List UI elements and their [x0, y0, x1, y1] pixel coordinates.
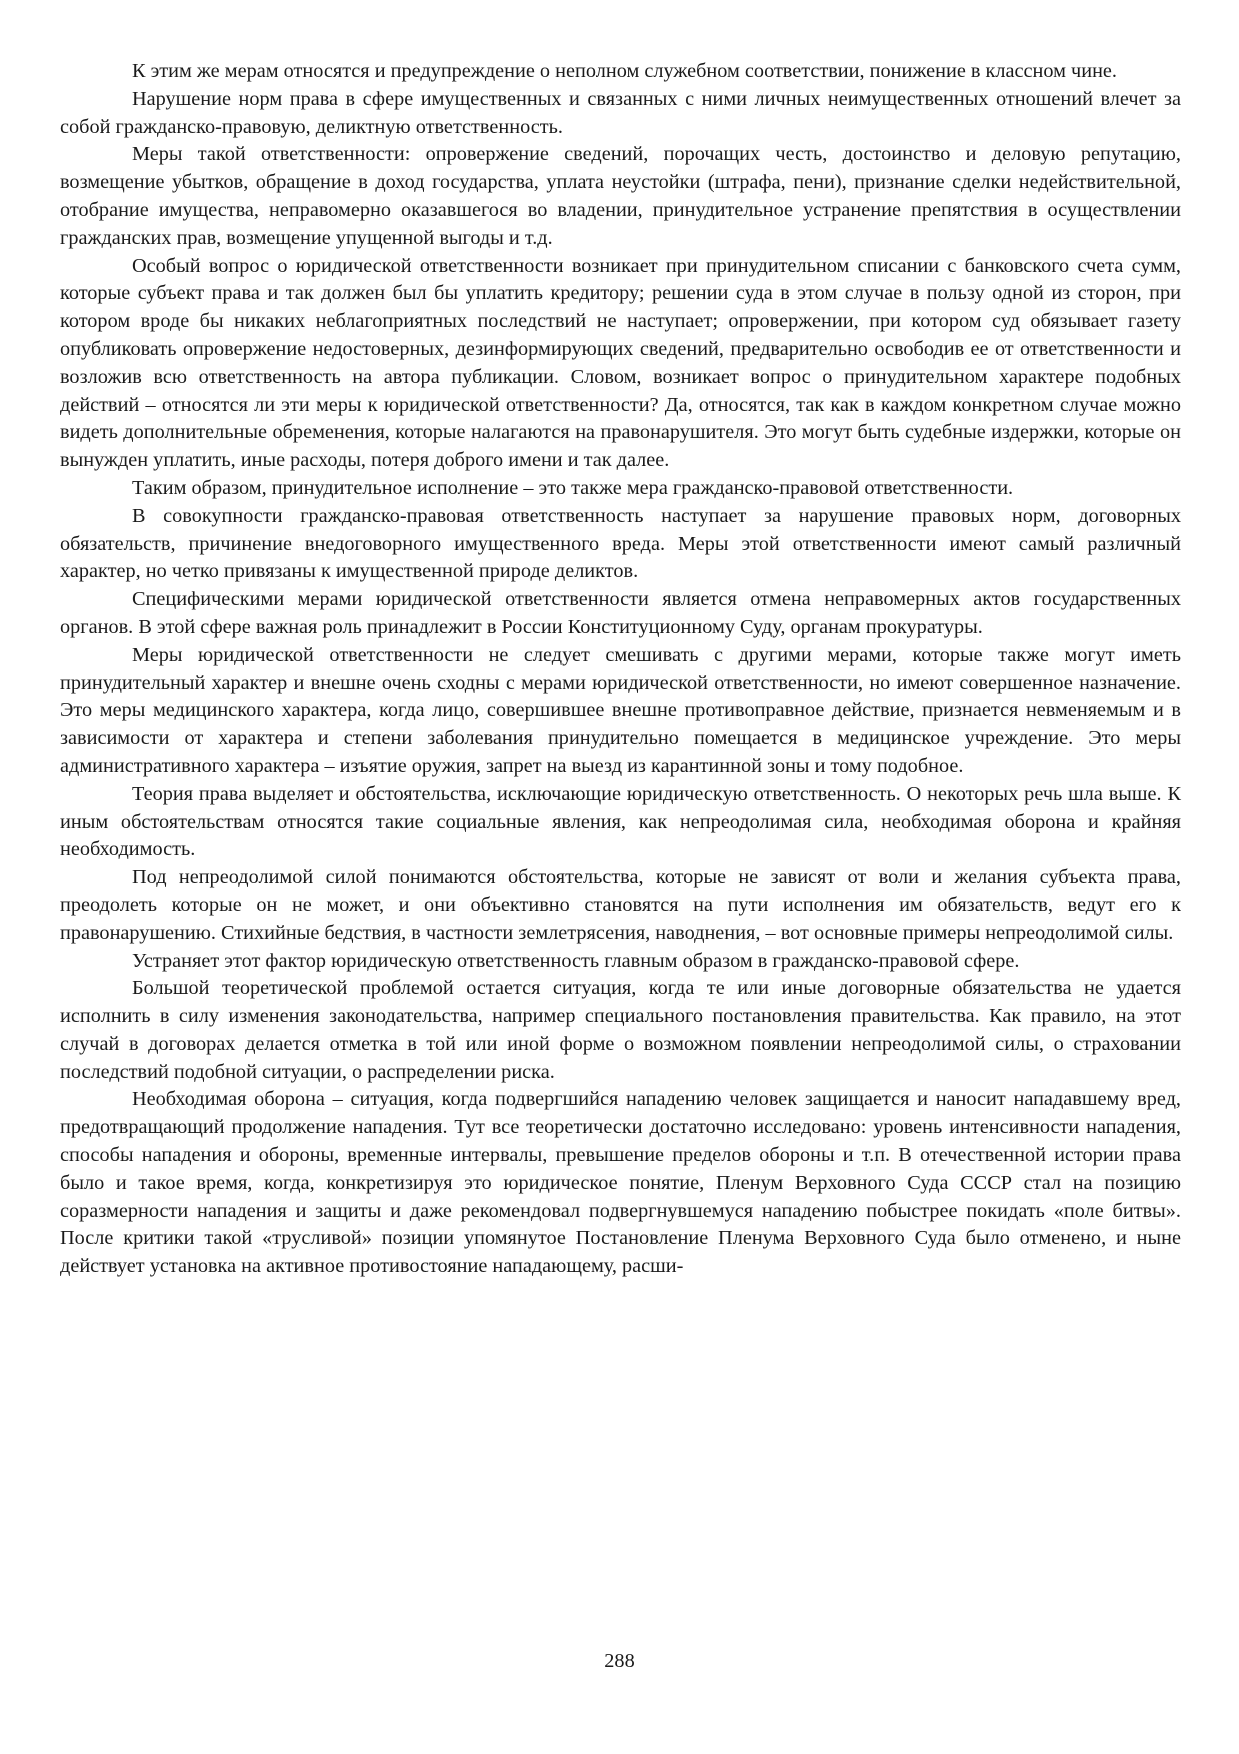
paragraph: Устраняет этот фактор юридическую ответственность главным образом в гражданско-правовой сфере.: [132, 949, 1020, 972]
paragraph: Особый вопрос о юридической ответственности возникает при принудительном списании с банковского счета сумм, которые субъект права и так должен был бы уплатить кредитору; решении суда в этом случае в пользу одной из сторон, при котором вроде бы никаких неблагоприятных последствий не наступает; опровержении, при котором суд обязывает газету опубликовать опровержение недостоверных, дезинформирующих сведений, предварительно освободив ее от ответственности и возложив всю ответственность на автора публикации. Словом, возникает вопрос о принудительном характере подобных действий – относятся ли эти меры к юридической ответственности? Да, относятся, так как в каждом конкретном случае можно видеть дополнительные обременения, которые налагаются на правонарушителя. Это могут быть судебные издержки, которые он вынужден уплатить, иные расходы, потеря доброго имени и так далее.: [60, 254, 1181, 472]
paragraph: К этим же мерам относятся и предупреждение о неполном служебном соответствии, понижение в классном чине.: [132, 60, 1118, 82]
paragraph: Необходимая оборона – ситуация, когда подвергшийся нападению человек защищается и наносит нападавшему вред, предотвращающий продолжение нападения. Тут все теоретически достаточно исследовано: уровень интенсивности нападения, способы нападения и обороны, временные интервалы, превышение пределов обороны и т.п. В отечественной истории права было и такое время, когда, конкретизируя это юридическое понятие, Пленум Верховного Суда СССР стал на позицию соразмерности нападения и защиты и даже рекомендовал подвергнувшемуся нападению побыстрее покидать «поле битвы». После критики такой «трусливой» позиции упомянутое Постановление Пленума Верховного Суда было отменено, и ныне действует установка на активное противостояние нападающему, расши-: [60, 1088, 1181, 1278]
page-number: 288: [604, 1650, 635, 1672]
paragraph: Под непреодолимой силой понимаются обстоятельства, которые не зависят от воли и желания субъекта права, преодолеть которые он не может, и они объективно становятся на пути исполнения им обязательств, ведут его к правонарушению. Стихийные бедствия, в частности землетрясения, наводнения, – вот основные примеры непреодолимой силы.: [60, 866, 1181, 944]
page-body: [60, 58, 1181, 1281]
paragraph: Теория права выделяет и обстоятельства, исключающие юридическую ответственность. О некоторых речь шла выше. К иным обстоятельствам относятся такие социальные явления, как непреодолимая сила, необходимая оборона и крайняя необходимость.: [60, 782, 1181, 861]
paragraph: Меры такой ответственности: опровержение сведений, порочащих честь, достоинство и деловую репутацию, возмещение убытков, обращение в доход государства, уплата неустойки (штрафа, пени), признание сделки недействительной, отобрание имущества, неправомерно оказавшегося во владении, принудительное устранение препятствия в осуществлении гражданских прав, возмещение упущенной выгоды и т.д.: [60, 143, 1181, 249]
paragraph: Большой теоретической проблемой остается ситуация, когда те или иные договорные обязательства не удается исполнить в силу изменения законодательства, например специального постановления правительства. Как правило, на этот случай в договорах делается отметка в той или иной форме о возможном появлении непреодолимой силы, о страховании последствий подобной ситуации, о распределении риска.: [60, 977, 1181, 1083]
paragraph: Специфическими мерами юридической ответственности является отмена неправомерных актов государственных органов. В этой сфере важная роль принадлежит в России Конституционному Суду, органам прокуратуры.: [60, 588, 1181, 638]
paragraph: В совокупности гражданско-правовая ответственность наступает за нарушение правовых норм, договорных обязательств, причинение внедоговорного имущественного вреда. Меры этой ответственности имеют самый различный характер, но четко привязаны к имущественной природе деликтов.: [60, 504, 1181, 583]
paragraph: Таким образом, принудительное исполнение – это также мера гражданско-правовой ответственности.: [132, 476, 1014, 499]
paragraph: Меры юридической ответственности не следует смешивать с другими мерами, которые также могут иметь принудительный характер и внешне очень сходны с мерами юридической ответственности, но имеют совершенное назначение. Это меры медицинского характера, когда лицо, совершившее внешне противоправное действие, признается невменяемым и в зависимости от характера и степени заболевания принудительно помещается в медицинское учреждение. Это меры административного характера – изъятие оружия, запрет на выезд из карантинной зоны и тому подобное.: [60, 643, 1181, 777]
paragraph: Нарушение норм права в сфере имущественных и связанных с ними личных неимущественных отношений влечет за собой гражданско-правовую, деликтную ответственность.: [60, 87, 1181, 138]
